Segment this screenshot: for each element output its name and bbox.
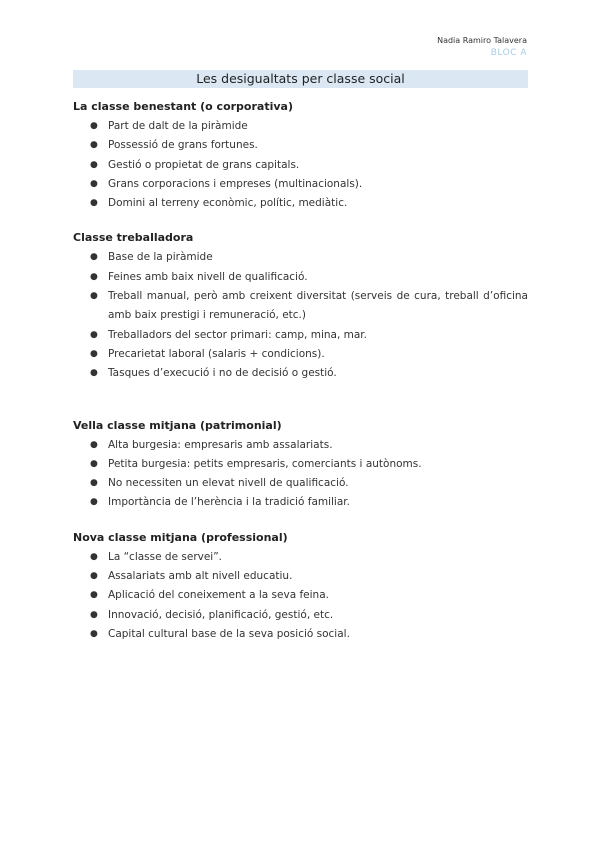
list-item <box>73 117 528 136</box>
bullet-icon: ● <box>90 368 98 379</box>
list-item-text: Possessió de grans fortunes. <box>108 139 258 152</box>
list-item <box>73 474 528 493</box>
list-item-text: No necessiten un elevat nivell de qualificació. <box>108 477 349 490</box>
list-item <box>73 156 528 175</box>
list-item-text: Precarietat laboral (salaris + condicions). <box>108 347 325 360</box>
bullet-icon: ● <box>90 348 98 359</box>
list-item-text: Innovació, decisió, planificació, gestió, etc. <box>108 608 334 621</box>
bullet-icon: ● <box>90 198 98 209</box>
list-item-text: Assalariats amb alt nivell educatiu. <box>108 570 293 583</box>
section-heading: La classe benestant (o corporativa) <box>73 100 293 113</box>
list-item-text: Capital cultural base de la seva posició social. <box>108 627 350 640</box>
section-working-class <box>73 229 528 383</box>
list-item <box>73 548 528 567</box>
list-item-text: Grans corporacions i empreses (multinacionals). <box>108 177 363 190</box>
bullet-icon: ● <box>90 551 98 562</box>
section-heading: Classe treballadora <box>73 231 194 245</box>
bullet-icon: ● <box>90 271 98 282</box>
section-upper-class <box>73 98 528 213</box>
list-item-text: Gestió o propietat de grans capitals. <box>108 158 300 171</box>
bullet-icon: ● <box>90 140 98 151</box>
bullet-list <box>73 436 528 513</box>
list-item-text: Importància de l’herència i la tradició familiar. <box>108 496 350 509</box>
bullet-icon: ● <box>90 291 98 302</box>
bullet-icon: ● <box>90 478 98 489</box>
section-new-middle-class <box>73 529 528 644</box>
block-label: BLOC A <box>490 48 527 58</box>
list-item-text: Petita burgesia: petits empresaris, comerciants i autònoms. <box>108 457 422 470</box>
section-heading: Nova classe mitjana (professional) <box>73 530 288 544</box>
author-name: Nadia Ramiro Talavera <box>437 36 527 45</box>
list-item <box>73 436 528 455</box>
list-item <box>73 287 528 326</box>
bullet-icon: ● <box>90 497 98 508</box>
list-item-text: Alta burgesia: empresaris amb assalariats. <box>108 438 333 451</box>
list-item-text: Treballadors del sector primari: camp, mina, mar. <box>108 328 367 341</box>
bullet-icon: ● <box>90 458 98 469</box>
section-heading: Vella classe mitjana (patrimonial) <box>73 418 282 432</box>
bullet-icon: ● <box>90 590 98 601</box>
bullet-icon: ● <box>90 439 98 450</box>
list-item <box>73 606 528 625</box>
document-body <box>73 98 528 644</box>
bullet-icon: ● <box>90 609 98 620</box>
list-item-text: Part de dalt de la piràmide <box>108 120 248 132</box>
list-item-text: Aplicació del coneixement a la seva feina. <box>108 589 329 602</box>
list-item <box>73 268 528 287</box>
bullet-icon: ● <box>90 178 98 189</box>
list-item-text: La “classe de servei”. <box>108 550 223 563</box>
page-title: Les desigualtats per classe social <box>73 70 528 88</box>
list-item <box>73 586 528 605</box>
list-item <box>73 364 528 383</box>
list-item-text: Treball manual, però amb creixent diversitat (serveis de cura, treball d’oficina amb baix prestigi i remuneració, etc.) <box>108 290 528 322</box>
bullet-list <box>73 548 528 644</box>
list-item <box>73 194 528 213</box>
list-item <box>73 248 528 267</box>
list-item <box>73 175 528 194</box>
list-item <box>73 326 528 345</box>
bullet-list <box>73 117 528 213</box>
list-item <box>73 136 528 155</box>
bullet-icon: ● <box>90 628 98 639</box>
list-item <box>73 493 528 512</box>
section-old-middle-class <box>73 417 528 513</box>
list-item-text: Tasques d’execució i no de decisió o gestió. <box>108 367 337 380</box>
list-item-text: Feines amb baix nivell de qualificació. <box>108 270 308 283</box>
bullet-icon: ● <box>90 252 98 263</box>
page-header <box>437 35 527 59</box>
bullet-icon: ● <box>90 159 98 170</box>
list-item <box>73 567 528 586</box>
list-item-text: Base de la piràmide <box>108 251 213 264</box>
bullet-icon: ● <box>90 571 98 582</box>
bullet-icon: ● <box>90 329 98 340</box>
bullet-icon: ● <box>90 121 98 131</box>
list-item <box>73 345 528 364</box>
list-item-text: Domini al terreny econòmic, polític, mediàtic. <box>108 197 348 210</box>
list-item <box>73 625 528 644</box>
bullet-list <box>73 248 528 383</box>
list-item <box>73 455 528 474</box>
